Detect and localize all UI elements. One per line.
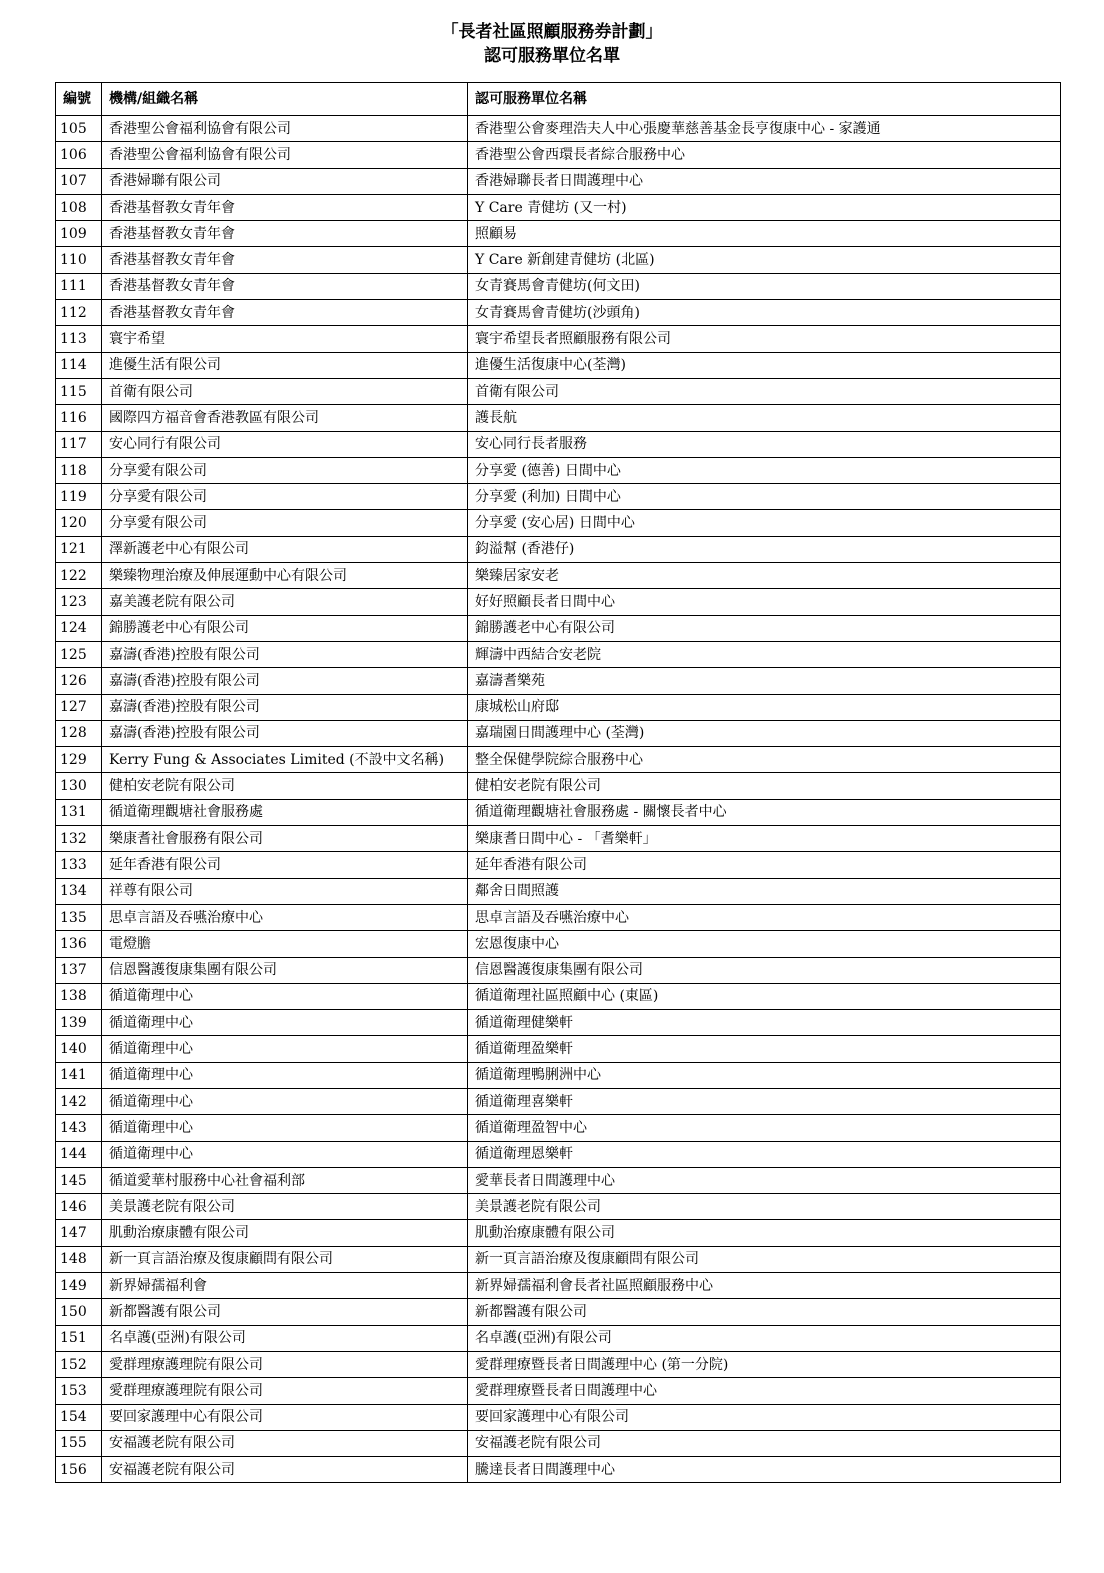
table-row: [56, 1457, 1061, 1483]
cell-organization: 愛群理療護理院有限公司: [102, 1378, 468, 1404]
cell-number: 146: [56, 1194, 102, 1220]
cell-number: 139: [56, 1010, 102, 1036]
cell-organization: 美景護老院有限公司: [102, 1194, 468, 1220]
table-row: [56, 852, 1061, 878]
cell-organization: 健柏安老院有限公司: [102, 773, 468, 799]
table-row: [56, 1299, 1061, 1325]
table-row: [56, 484, 1061, 510]
header-organization: 機構/組織名稱: [102, 83, 468, 116]
table-row: [56, 694, 1061, 720]
cell-service-unit: 護長航: [468, 405, 1061, 431]
table-row: [56, 1273, 1061, 1299]
cell-organization: 循道衛理中心: [102, 1062, 468, 1088]
cell-service-unit: 循道衛理盈樂軒: [468, 1036, 1061, 1062]
cell-service-unit: 思卓言語及吞嚥治療中心: [468, 904, 1061, 930]
cell-number: 140: [56, 1036, 102, 1062]
cell-service-unit: 整全保健學院綜合服務中心: [468, 747, 1061, 773]
cell-service-unit: 寰宇希望長者照顧服務有限公司: [468, 326, 1061, 352]
service-units-table: [55, 82, 1061, 1483]
table-row: [56, 931, 1061, 957]
cell-number: 143: [56, 1115, 102, 1141]
table-row: [56, 1115, 1061, 1141]
cell-service-unit: 分享愛 (德善) 日間中心: [468, 457, 1061, 483]
cell-organization: 循道衛理中心: [102, 1010, 468, 1036]
cell-organization: 分享愛有限公司: [102, 484, 468, 510]
cell-service-unit: 樂臻居家安老: [468, 563, 1061, 589]
cell-service-unit: 輝濤中西結合安老院: [468, 641, 1061, 667]
cell-service-unit: 循道衛理觀塘社會服務處 - 關懷長者中心: [468, 799, 1061, 825]
cell-organization: 分享愛有限公司: [102, 510, 468, 536]
cell-organization: 香港基督教女青年會: [102, 247, 468, 273]
header-number: 編號: [56, 83, 102, 116]
cell-number: 118: [56, 457, 102, 483]
cell-service-unit: 安心同行長者服務: [468, 431, 1061, 457]
cell-service-unit: 照顧易: [468, 221, 1061, 247]
table-row: [56, 1010, 1061, 1036]
cell-service-unit: 樂康耆日間中心 - 「耆樂軒」: [468, 826, 1061, 852]
cell-organization: 香港基督教女青年會: [102, 221, 468, 247]
cell-number: 152: [56, 1351, 102, 1377]
cell-number: 107: [56, 168, 102, 194]
cell-organization: 香港婦聯有限公司: [102, 168, 468, 194]
cell-organization: 安福護老院有限公司: [102, 1457, 468, 1483]
cell-number: 135: [56, 904, 102, 930]
cell-number: 121: [56, 536, 102, 562]
cell-number: 141: [56, 1062, 102, 1088]
cell-service-unit: 新一頁言語治療及復康顧問有限公司: [468, 1246, 1061, 1272]
table-row: [56, 668, 1061, 694]
cell-organization: 思卓言語及吞嚥治療中心: [102, 904, 468, 930]
cell-organization: 澤新護老中心有限公司: [102, 536, 468, 562]
table-row: [56, 1062, 1061, 1088]
cell-service-unit: 循道衛理社區照顧中心 (東區): [468, 983, 1061, 1009]
cell-service-unit: 要回家護理中心有限公司: [468, 1404, 1061, 1430]
cell-service-unit: 鄰舍日間照護: [468, 878, 1061, 904]
cell-service-unit: 健柏安老院有限公司: [468, 773, 1061, 799]
cell-number: 128: [56, 720, 102, 746]
table-row: [56, 221, 1061, 247]
cell-number: 110: [56, 247, 102, 273]
table-row: [56, 300, 1061, 326]
table-row: [56, 1167, 1061, 1193]
cell-number: 137: [56, 957, 102, 983]
table-row: [56, 720, 1061, 746]
cell-service-unit: 美景護老院有限公司: [468, 1194, 1061, 1220]
cell-organization: 樂臻物理治療及伸展運動中心有限公司: [102, 563, 468, 589]
cell-number: 124: [56, 615, 102, 641]
cell-organization: 循道衛理觀塘社會服務處: [102, 799, 468, 825]
cell-number: 116: [56, 405, 102, 431]
cell-organization: 循道衛理中心: [102, 1036, 468, 1062]
cell-service-unit: 分享愛 (安心居) 日間中心: [468, 510, 1061, 536]
cell-organization: 循道愛華村服務中心社會福利部: [102, 1167, 468, 1193]
cell-number: 120: [56, 510, 102, 536]
table-row: [56, 799, 1061, 825]
cell-service-unit: 循道衛理喜樂軒: [468, 1088, 1061, 1114]
cell-number: 148: [56, 1246, 102, 1272]
cell-number: 119: [56, 484, 102, 510]
cell-number: 150: [56, 1299, 102, 1325]
cell-service-unit: 好好照顧長者日間中心: [468, 589, 1061, 615]
cell-service-unit: 新都醫護有限公司: [468, 1299, 1061, 1325]
cell-organization: 新都醫護有限公司: [102, 1299, 468, 1325]
cell-organization: 香港聖公會福利協會有限公司: [102, 116, 468, 142]
cell-service-unit: 騰達長者日間護理中心: [468, 1457, 1061, 1483]
cell-number: 126: [56, 668, 102, 694]
cell-number: 142: [56, 1088, 102, 1114]
table-row: [56, 116, 1061, 142]
header-service-unit: 認可服務單位名稱: [468, 83, 1061, 116]
cell-organization: 新界婦孺福利會: [102, 1273, 468, 1299]
cell-number: 106: [56, 142, 102, 168]
table-row: [56, 1088, 1061, 1114]
cell-organization: 分享愛有限公司: [102, 457, 468, 483]
table-row: [56, 773, 1061, 799]
cell-number: 153: [56, 1378, 102, 1404]
cell-number: 109: [56, 221, 102, 247]
cell-service-unit: 香港聖公會麥理浩夫人中心張慶華慈善基金長亨復康中心 - 家護通: [468, 116, 1061, 142]
table-row: [56, 589, 1061, 615]
table-header-row: [56, 83, 1061, 116]
cell-service-unit: 循道衛理盈智中心: [468, 1115, 1061, 1141]
table-row: [56, 142, 1061, 168]
table-row: [56, 1194, 1061, 1220]
cell-organization: 香港聖公會福利協會有限公司: [102, 142, 468, 168]
document-title: 「長者社區照顧服務券計劃」: [441, 22, 663, 42]
cell-organization: 首衛有限公司: [102, 378, 468, 404]
table-row: [56, 194, 1061, 220]
cell-service-unit: 進優生活復康中心(荃灣): [468, 352, 1061, 378]
table-row: [56, 563, 1061, 589]
cell-service-unit: 循道衛理鴨脷洲中心: [468, 1062, 1061, 1088]
cell-number: 125: [56, 641, 102, 667]
cell-organization: 新一頁言語治療及復康顧問有限公司: [102, 1246, 468, 1272]
cell-service-unit: 女青賽馬會青健坊(沙頭角): [468, 300, 1061, 326]
cell-service-unit: 新界婦孺福利會長者社區照顧服務中心: [468, 1273, 1061, 1299]
cell-number: 111: [56, 273, 102, 299]
cell-organization: 香港基督教女青年會: [102, 300, 468, 326]
cell-organization: 要回家護理中心有限公司: [102, 1404, 468, 1430]
cell-service-unit: 嘉瑞園日間護理中心 (荃灣): [468, 720, 1061, 746]
table-row: [56, 405, 1061, 431]
cell-number: 117: [56, 431, 102, 457]
cell-number: 133: [56, 852, 102, 878]
cell-number: 134: [56, 878, 102, 904]
cell-service-unit: 肌動治療康體有限公司: [468, 1220, 1061, 1246]
cell-number: 105: [56, 116, 102, 142]
cell-service-unit: 首衛有限公司: [468, 378, 1061, 404]
cell-number: 115: [56, 378, 102, 404]
cell-organization: 寰宇希望: [102, 326, 468, 352]
table-row: [56, 1378, 1061, 1404]
table-row: [56, 352, 1061, 378]
cell-service-unit: 鈞溢幫 (香港仔): [468, 536, 1061, 562]
cell-number: 122: [56, 563, 102, 589]
cell-number: 151: [56, 1325, 102, 1351]
table-row: [56, 247, 1061, 273]
cell-organization: 循道衛理中心: [102, 1115, 468, 1141]
cell-service-unit: 香港聖公會西環長者綜合服務中心: [468, 142, 1061, 168]
table-row: [56, 1404, 1061, 1430]
table-row: [56, 1036, 1061, 1062]
cell-number: 131: [56, 799, 102, 825]
cell-number: 149: [56, 1273, 102, 1299]
table-row: [56, 826, 1061, 852]
cell-organization: 循道衛理中心: [102, 1088, 468, 1114]
cell-number: 112: [56, 300, 102, 326]
cell-service-unit: Y Care 新創建青健坊 (北區): [468, 247, 1061, 273]
cell-organization: 祥尊有限公司: [102, 878, 468, 904]
cell-service-unit: 信恩醫護復康集團有限公司: [468, 957, 1061, 983]
cell-organization: 延年香港有限公司: [102, 852, 468, 878]
table-row: [56, 536, 1061, 562]
cell-service-unit: 愛群理療暨長者日間護理中心 (第一分院): [468, 1351, 1061, 1377]
cell-number: 123: [56, 589, 102, 615]
cell-number: 114: [56, 352, 102, 378]
cell-service-unit: 女青賽馬會青健坊(何文田): [468, 273, 1061, 299]
cell-number: 138: [56, 983, 102, 1009]
cell-organization: 名卓護(亞洲)有限公司: [102, 1325, 468, 1351]
table-row: [56, 957, 1061, 983]
table-row: [56, 1325, 1061, 1351]
cell-organization: 進優生活有限公司: [102, 352, 468, 378]
cell-organization: 嘉濤(香港)控股有限公司: [102, 694, 468, 720]
table-row: [56, 326, 1061, 352]
cell-service-unit: 康城松山府邸: [468, 694, 1061, 720]
cell-service-unit: 延年香港有限公司: [468, 852, 1061, 878]
cell-service-unit: 愛華長者日間護理中心: [468, 1167, 1061, 1193]
cell-number: 154: [56, 1404, 102, 1430]
table-row: [56, 878, 1061, 904]
cell-organization: 嘉美護老院有限公司: [102, 589, 468, 615]
document-subtitle: 認可服務單位名單: [484, 46, 620, 66]
cell-organization: 安心同行有限公司: [102, 431, 468, 457]
cell-organization: 愛群理療護理院有限公司: [102, 1351, 468, 1377]
cell-organization: 循道衛理中心: [102, 1141, 468, 1167]
table-row: [56, 747, 1061, 773]
table-row: [56, 457, 1061, 483]
cell-service-unit: 安福護老院有限公司: [468, 1430, 1061, 1456]
table-row: [56, 904, 1061, 930]
cell-service-unit: 循道衛理健樂軒: [468, 1010, 1061, 1036]
table-row: [56, 168, 1061, 194]
cell-number: 144: [56, 1141, 102, 1167]
cell-organization: 香港基督教女青年會: [102, 273, 468, 299]
table-row: [56, 378, 1061, 404]
cell-number: 145: [56, 1167, 102, 1193]
table-row: [56, 1351, 1061, 1377]
cell-organization: 信恩醫護復康集團有限公司: [102, 957, 468, 983]
cell-service-unit: 愛群理療暨長者日間護理中心: [468, 1378, 1061, 1404]
cell-organization: Kerry Fung & Associates Limited (不設中文名稱): [102, 747, 468, 773]
cell-organization: 嘉濤(香港)控股有限公司: [102, 641, 468, 667]
cell-number: 108: [56, 194, 102, 220]
cell-number: 147: [56, 1220, 102, 1246]
cell-organization: 安福護老院有限公司: [102, 1430, 468, 1456]
cell-service-unit: 循道衛理恩樂軒: [468, 1141, 1061, 1167]
table-row: [56, 510, 1061, 536]
table-row: [56, 641, 1061, 667]
cell-organization: 錦勝護老中心有限公司: [102, 615, 468, 641]
cell-service-unit: 香港婦聯長者日間護理中心: [468, 168, 1061, 194]
cell-number: 132: [56, 826, 102, 852]
table-row: [56, 615, 1061, 641]
cell-organization: 國際四方福音會香港教區有限公司: [102, 405, 468, 431]
cell-organization: 嘉濤(香港)控股有限公司: [102, 720, 468, 746]
cell-organization: 嘉濤(香港)控股有限公司: [102, 668, 468, 694]
table-row: [56, 1246, 1061, 1272]
table-row: [56, 1220, 1061, 1246]
table-row: [56, 1430, 1061, 1456]
cell-organization: 樂康耆社會服務有限公司: [102, 826, 468, 852]
cell-service-unit: 名卓護(亞洲)有限公司: [468, 1325, 1061, 1351]
table-row: [56, 431, 1061, 457]
cell-service-unit: Y Care 青健坊 (又一村): [468, 194, 1061, 220]
cell-organization: 肌動治療康體有限公司: [102, 1220, 468, 1246]
cell-organization: 電燈膽: [102, 931, 468, 957]
cell-service-unit: 分享愛 (利加) 日間中心: [468, 484, 1061, 510]
table-row: [56, 273, 1061, 299]
cell-number: 127: [56, 694, 102, 720]
cell-number: 136: [56, 931, 102, 957]
cell-organization: 循道衛理中心: [102, 983, 468, 1009]
cell-service-unit: 宏恩復康中心: [468, 931, 1061, 957]
table-row: [56, 1141, 1061, 1167]
cell-service-unit: 嘉濤耆樂苑: [468, 668, 1061, 694]
cell-number: 156: [56, 1457, 102, 1483]
cell-organization: 香港基督教女青年會: [102, 194, 468, 220]
cell-number: 113: [56, 326, 102, 352]
table-row: [56, 983, 1061, 1009]
cell-number: 130: [56, 773, 102, 799]
cell-service-unit: 錦勝護老中心有限公司: [468, 615, 1061, 641]
cell-number: 129: [56, 747, 102, 773]
cell-number: 155: [56, 1430, 102, 1456]
